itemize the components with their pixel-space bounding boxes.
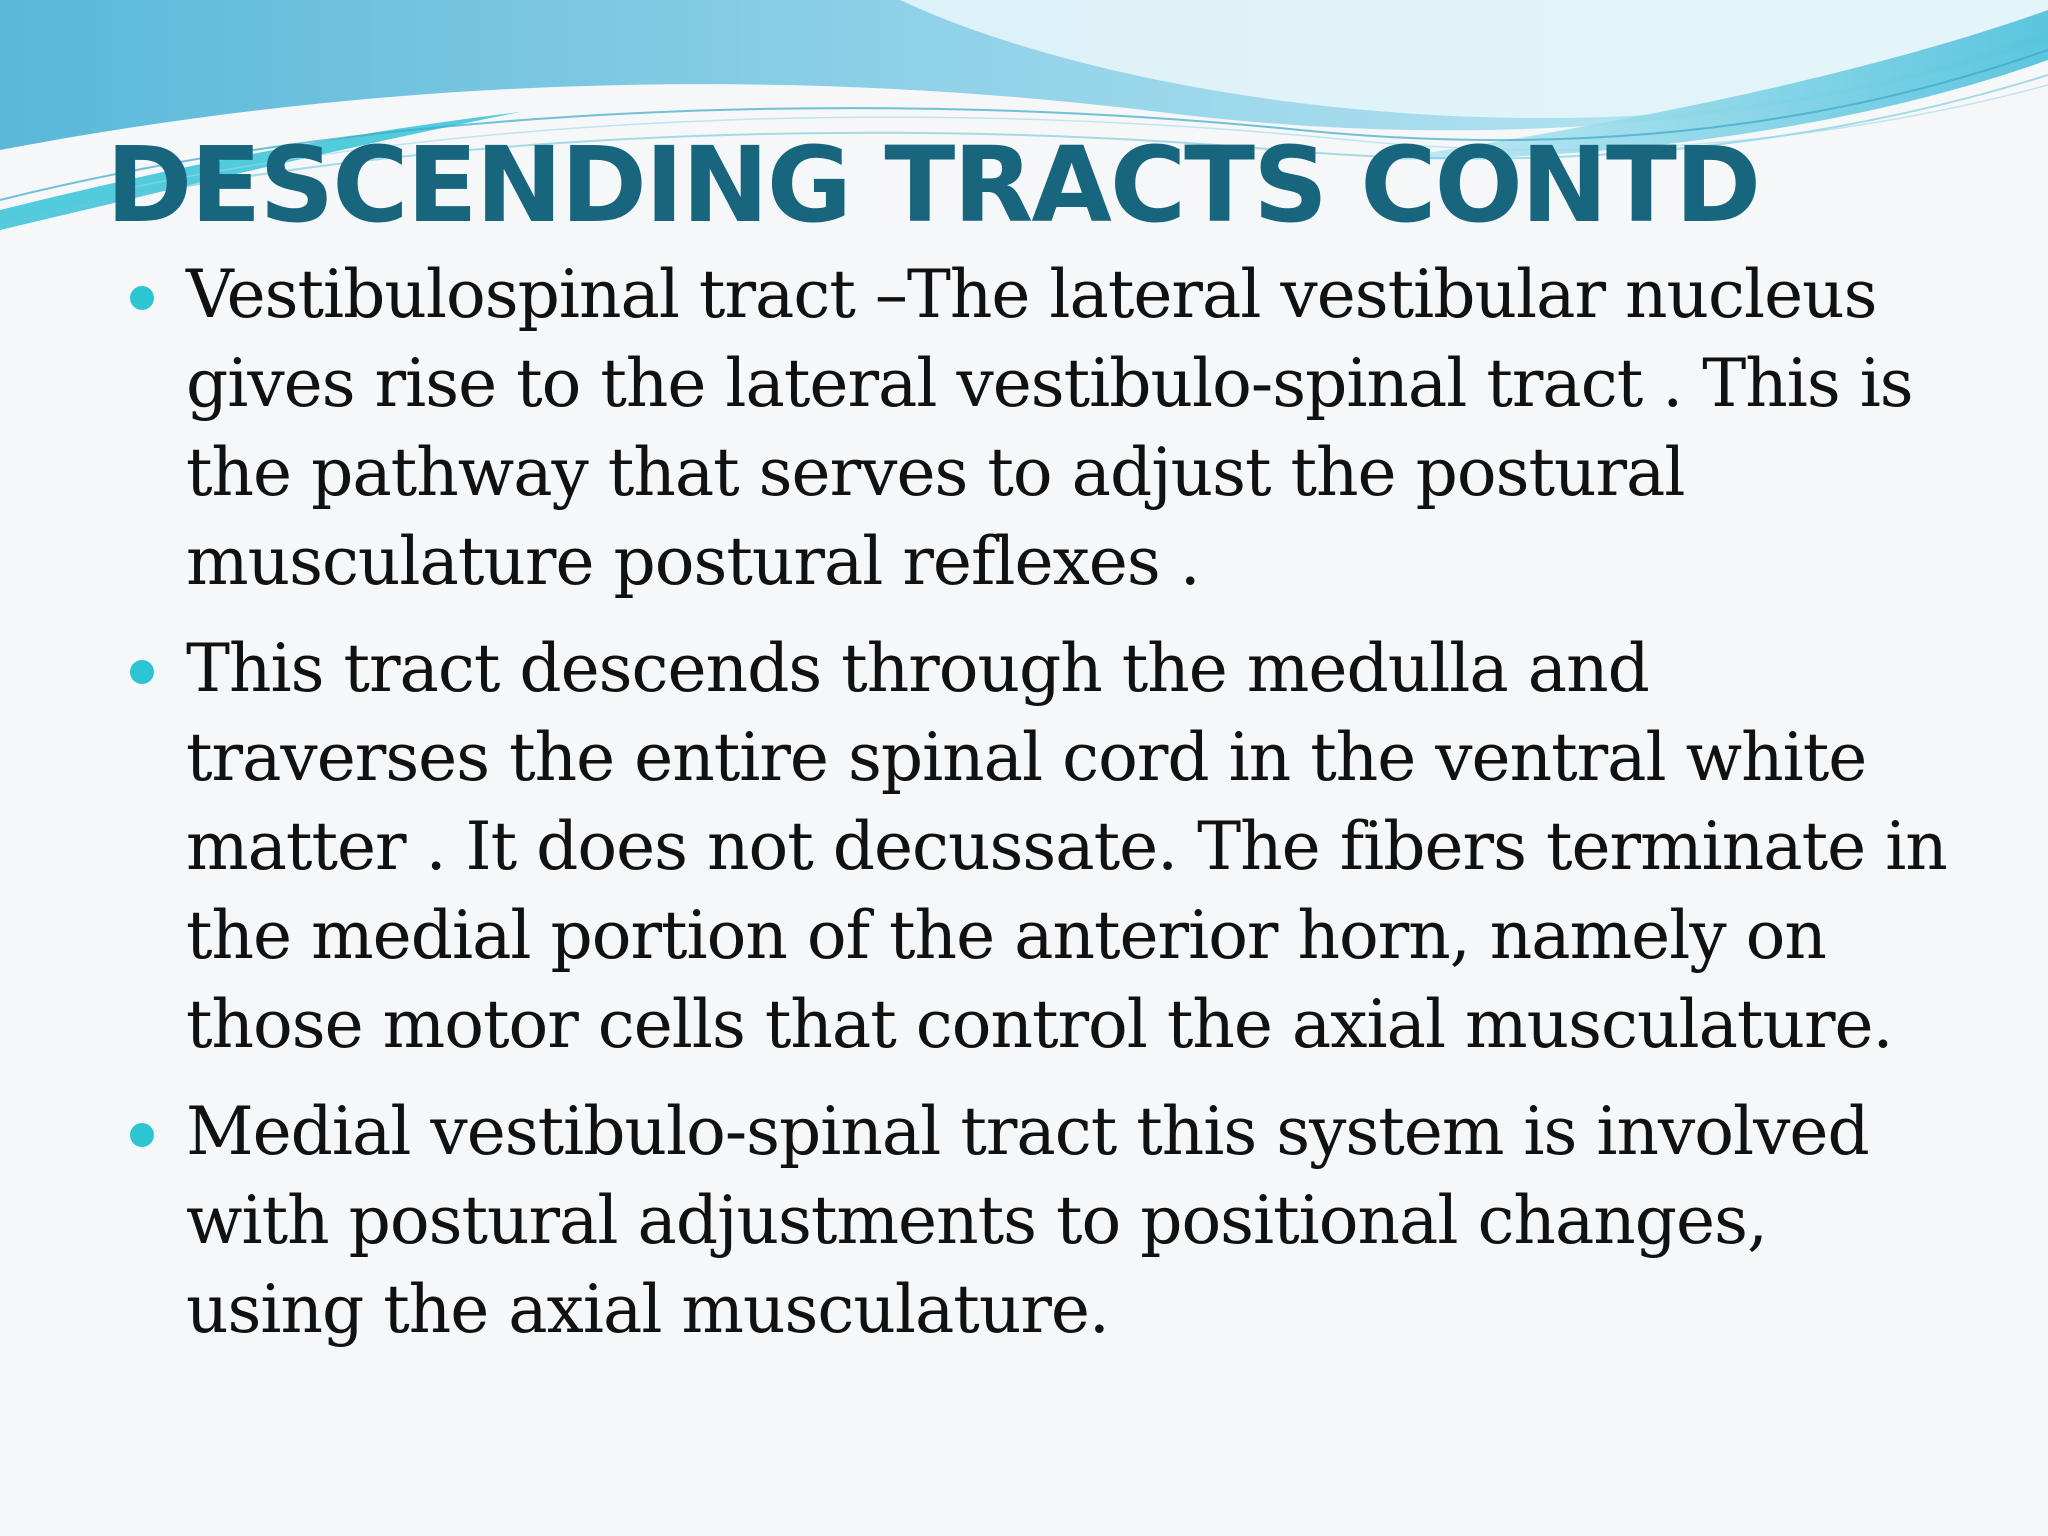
bullet-text: This tract descends through the medulla and traverses the entire spinal cord in the ventral white matter . It does not decussate. The fibers terminate in the medial portion of the anterior horn, namely on those motor cells that control the axial musculature. bbox=[186, 630, 1947, 1063]
bullet-list bbox=[130, 250, 1950, 1372]
bullet-text: Vestibulospinal tract –The lateral vestibular nucleus gives rise to the lateral vestibulo-spinal tract . This is the pathway that serves to adjust the postural musculature postural reflexes . bbox=[186, 256, 1913, 600]
bullet-dot-icon bbox=[130, 286, 154, 310]
bullet-item bbox=[130, 624, 1950, 1069]
bullet-item bbox=[130, 250, 1950, 606]
bullet-dot-icon bbox=[130, 660, 154, 684]
bullet-text: Medial vestibulo-spinal tract this system is involved with postural adjustments to positional changes, using the axial musculature. bbox=[186, 1093, 1869, 1348]
slide-title: DESCENDING TRACTS CONTD bbox=[106, 124, 1760, 246]
bullet-dot-icon bbox=[130, 1123, 154, 1147]
bullet-item bbox=[130, 1087, 1950, 1354]
